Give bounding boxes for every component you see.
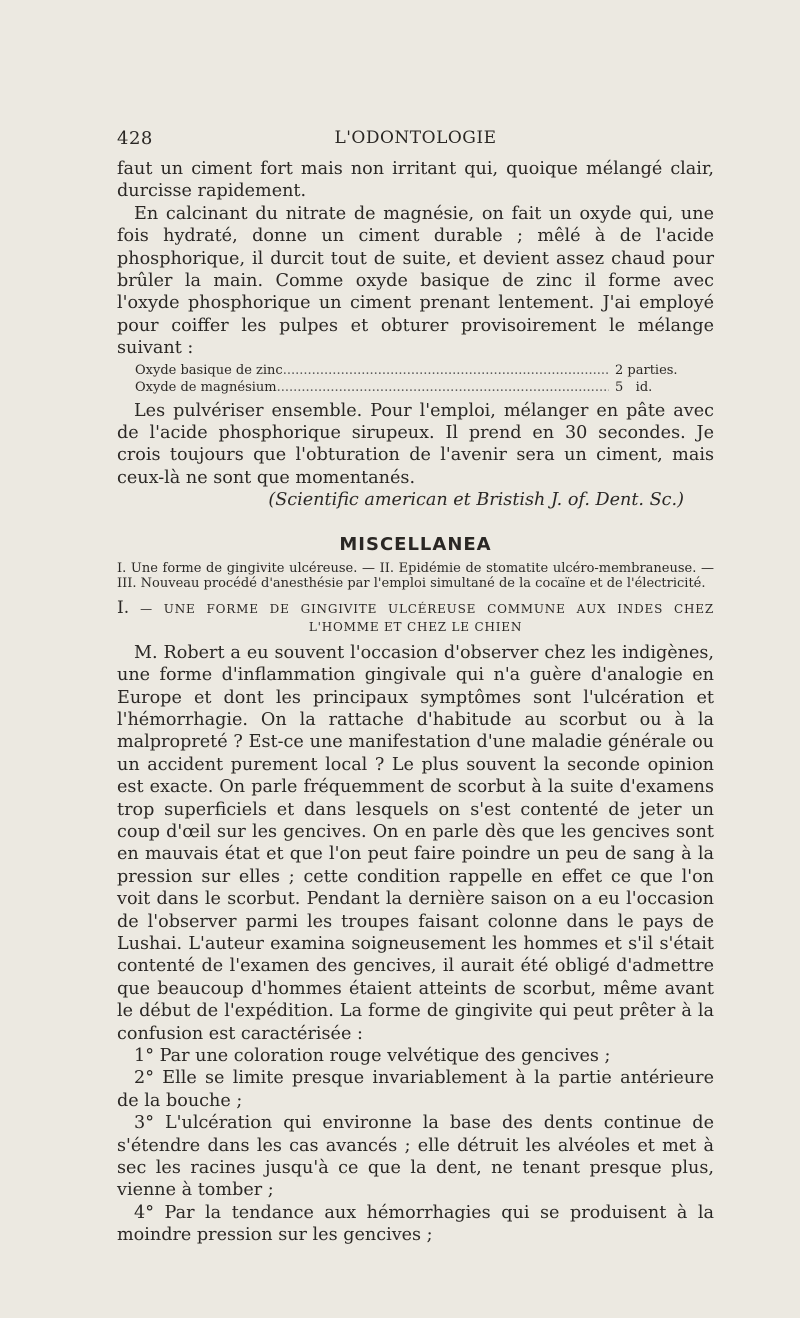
list-item: 3° L'ulcération qui environne la base des dents continue de s'étendre dans les cas avancés ; elle détruit les alvéoles et met à sec les racines jusqu'à ce que la dent, ne tenant presque plus, vienne à tomber ;: [117, 1113, 714, 1201]
recipe-ingredient: Oxyde basique de zinc: [135, 362, 283, 378]
section-title: MISCELLANEA: [339, 533, 492, 555]
leader-dots: [277, 379, 609, 396]
recipe-row: [135, 362, 695, 379]
subhead-text: — UNE FORME DE GINGIVITE ULCÉREUSE COMMUNE AUX INDES CHEZ: [140, 601, 714, 616]
running-title: L'ODONTOLOGIE: [334, 128, 497, 148]
page-content: [117, 128, 714, 1247]
paragraph-continuation: faut un ciment fort mais non irritant qui, quoique mélangé clair, durcisse rapidement.: [117, 159, 714, 202]
leader-dots: [283, 362, 609, 379]
list-item: 4° Par la tendance aux hémorrhagies qui se produisent à la moindre pression sur les gencives ;: [117, 1202, 714, 1246]
subhead-number: I.: [117, 597, 130, 618]
recipe-list: [135, 362, 695, 396]
page-header: [117, 128, 714, 158]
citation: (Scientific american et Bristish J. of. Dent. Sc.): [268, 490, 684, 511]
recipe-quantity: 5 id.: [615, 379, 653, 395]
paragraph-magnesia: En calcinant du nitrate de magnésie, on fait un oxyde qui, une fois hydraté, donne un ciment durable ; mêlé à de l'acide phosphorique, il durcit tout de suite, et devient assez chaud pour brûler la main. Comme oxyde basique de zinc il forme avec l'oxyde phosphorique un ciment prenant lentement. J'ai employé pour coiffer les pulpes et obturer provisoirement le mélange suivant :: [117, 203, 714, 359]
page-number: 428: [117, 128, 153, 149]
subhead-line-2: L'HOMME ET CHEZ LE CHIEN: [308, 619, 523, 634]
section-summary: I. Une forme de gingivite ulcéreuse. — II. Epidémie de stomatite ulcéro-membraneuse. — III. Nouveau procédé d'anesthésie par l'emploi simultané de la cocaïne et de l'électricité.: [117, 560, 714, 591]
subhead-line-1: [117, 599, 714, 618]
recipe-row: [135, 379, 695, 396]
article-subhead: [117, 599, 714, 636]
paragraph-usage: Les pulvériser ensemble. Pour l'emploi, mélanger en pâte avec de l'acide phosphorique sirupeux. Il prend en 30 secondes. Je crois toujours que l'obturation de l'avenir sera un ciment, mais ceux-là ne sont que momentanés.: [117, 400, 714, 488]
list-item: 2° Elle se limite presque invariablement à la partie antérieure de la bouche ;: [117, 1068, 714, 1111]
recipe-ingredient: Oxyde de magnésium: [135, 379, 277, 395]
list-item: 1° Par une coloration rouge velvétique des gencives ;: [134, 1046, 611, 1066]
paragraph-robert: M. Robert a eu souvent l'occasion d'observer chez les indigènes, une forme d'inflammation gingivale qui n'a guère d'analogie en Europe et dont les principaux symptômes sont l'ulcération et l'hémorrhagie. On la rattache d'habitude au scorbut ou à la malpropreté ? Est-ce une manifestation d'une maladie générale ou un accident purement local ? Le plus souvent la seconde opinion est exacte. On parle fréquemment de scorbut à la suite d'examens trop superficiels et dans lesquels on s'est contenté de jeter un coup d'œil sur les gencives. On en parle dès que les gencives sont en mauvais état et que l'on peut faire poindre un peu de sang à la pression sur elles ; cette condition rappelle en effet ce que l'on voit dans le scorbut. Pendant la dernière saison on a eu l'occasion de l'observer parmi les troupes faisant colonne dans le pays de Lushai. L'auteur examina soigneusement les hommes et s'il s'était contenté de l'examen des gencives, il aurait été obligé d'admettre que beaucoup d'hommes étaient atteints de scorbut, même avant le début de l'expédition. La forme de gingivite qui peut prêter à la confusion est caractérisée :: [117, 642, 714, 1044]
recipe-quantity: 2 parties.: [615, 362, 678, 378]
